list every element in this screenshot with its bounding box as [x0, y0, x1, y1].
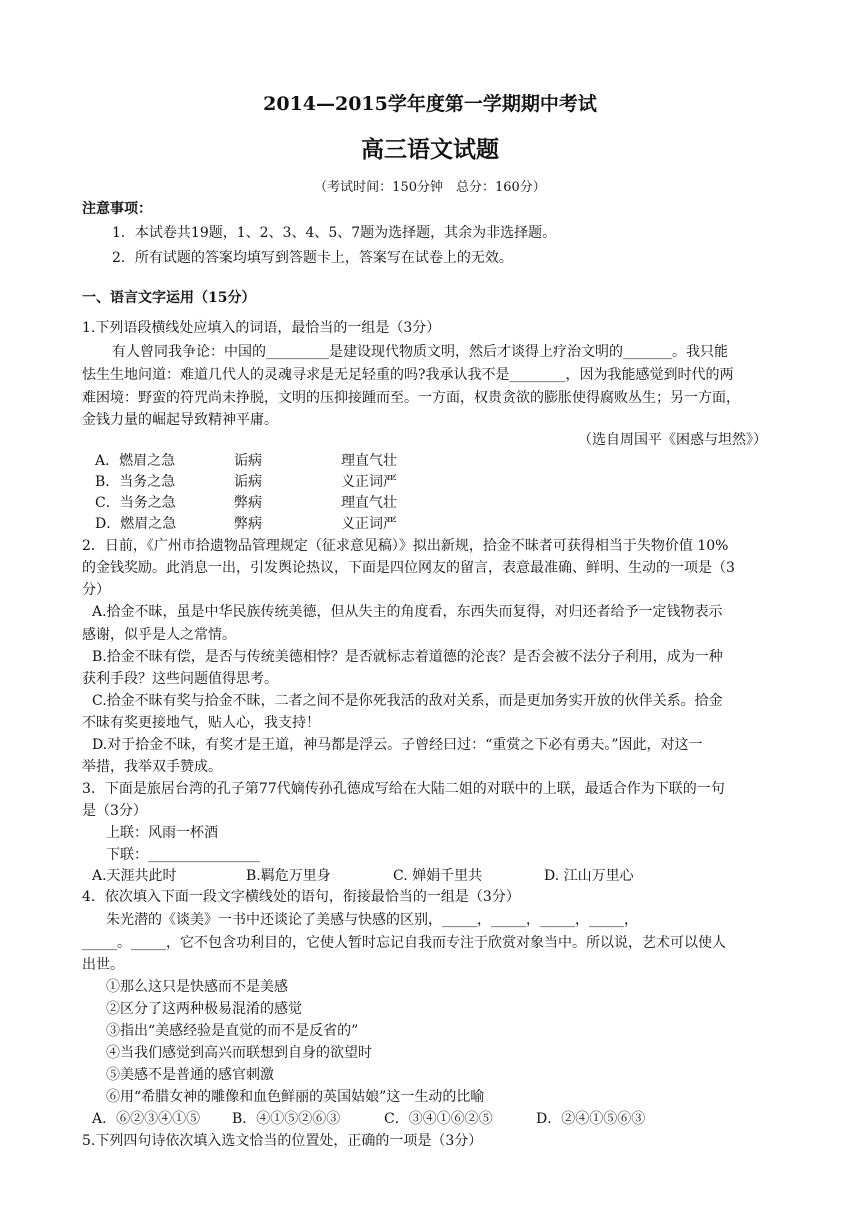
statement-item: ③指出“美感经验是直觉的而不是反省的” — [106, 1023, 359, 1039]
option-b-word2: 诟病 — [234, 474, 262, 490]
statement-item: ②区分了这两种极易混淆的感觉 — [106, 1001, 302, 1017]
option-d: D．燃眉之急 — [95, 516, 177, 532]
passage-line: 金钱力量的崛起导致精神平庸。 — [82, 412, 278, 428]
option-d-word2: 弊病 — [234, 516, 262, 532]
question-stem: 2．日前，《广州市拾遗物品管理规定（征求意见稿）》拟出新规，拾金不昧者可获得相当于失物价值 10% — [82, 538, 729, 554]
question-stem: 分） — [82, 582, 110, 598]
passage-source: （选自周国平《困惑与坦然》） — [578, 432, 767, 448]
statement-item: ⑤美感不是普通的感官刺激 — [106, 1067, 274, 1083]
passage-line: 怯生生地问道：难道几代人的灵魂寻求是无足轻重的吗?我承认我不是________，因为我能感觉到时代的两 — [82, 367, 734, 383]
passage-line: 朱光潜的《谈美》一书中还谈论了美感与快感的区别，_____，_____，_____，_____， — [106, 912, 638, 928]
exam-title: 2014—2015学年度第一学期期中考试 — [263, 93, 597, 115]
option-c-cont: 不昧有奖更接地气，贴人心，我支持！ — [82, 715, 320, 731]
option-b: B.羁危万里身 — [246, 868, 331, 884]
option-c: C.拾金不昧有奖与拾金不昧，二者之间不是你死我活的敌对关系，而是更加务实开放的伙伴关系。拾金 — [92, 693, 723, 709]
notice-item: 1．本试卷共19题，1、2、3、4、5、7题为选择题，其余为非选择题。 — [112, 225, 557, 241]
couplet-lower: 下联：________________ — [106, 847, 260, 863]
statement-item: ①那么这只是快感而不是美感 — [106, 979, 288, 995]
option-c-word3: 理直气壮 — [341, 495, 397, 511]
option-c: C. 婵娟千里共 — [393, 868, 483, 884]
subject-title: 高三语文试题 — [361, 137, 499, 163]
section-heading: 一、语言文字运用（15分） — [82, 290, 256, 306]
question-stem: 是（3分） — [82, 803, 147, 819]
question-stem: 3．下面是旅居台湾的孔子第77代嫡传孙孔德成写给在大陆二姐的对联中的上联，最适合作为下联的一句 — [82, 781, 725, 797]
option-b: B．当务之急 — [95, 474, 176, 490]
option-a: A．⑥②③④①⑤ — [92, 1111, 201, 1127]
option-a-word2: 诟病 — [234, 453, 262, 469]
exam-info: （考试时间：150分钟 总分：160分） — [314, 180, 546, 195]
option-b: B.拾金不昧有偿，是否与传统美德相悖？是否就标志着道德的沦丧？是否会被不法分子利用，成为一种 — [92, 649, 723, 665]
option-d: D. 江山万里心 — [544, 868, 634, 884]
option-a-word3: 理直气壮 — [341, 453, 397, 469]
passage-line: 出世。 — [82, 957, 124, 973]
option-a-cont: 感谢，似乎是人之常情。 — [82, 627, 236, 643]
option-b: B．④①⑤②⑥③ — [232, 1111, 341, 1127]
question-stem: 1.下列语段横线处应填入的词语，最恰当的一组是（3分） — [82, 320, 441, 336]
option-d-cont: 举措，我举双手赞成。 — [82, 759, 222, 775]
option-a: A.天涯共此时 — [92, 868, 177, 884]
passage-line: _____。_____，它不包含功利目的，它使人暂时忘记自我而专注于欣赏对象当中。所以说，艺术可以使人 — [82, 935, 726, 951]
passage-line: 有人曾同我争论：中国的_________是建设现代物质文明，然后才谈得上疗治文明的_______。我只能 — [112, 344, 728, 360]
option-c-word2: 弊病 — [234, 495, 262, 511]
question-stem: 的金钱奖励。此消息一出，引发舆论热议，下面是四位网友的留言，表意最准确、鲜明、生动的一项是（3 — [82, 560, 735, 576]
couplet-upper: 上联：风雨一杯酒 — [106, 825, 218, 841]
option-b-cont: 获利手段？这些问题值得思考。 — [82, 671, 278, 687]
passage-line: 难困境：野蛮的符咒尚未挣脱，文明的压抑接踵而至。一方面，权贵贪欲的膨胀使得腐败丛生；另一方面， — [82, 390, 740, 406]
statement-item: ⑥用“希腊女神的雕像和血色鲜丽的英国姑娘”这一生动的比喻 — [106, 1089, 485, 1105]
notice-heading: 注意事项： — [82, 201, 152, 217]
option-b-word3: 义正词严 — [341, 474, 397, 490]
option-d-word3: 义正词严 — [341, 516, 397, 532]
notice-item: 2．所有试题的答案均填写到答题卡上，答案写在试卷上的无效。 — [112, 250, 513, 266]
option-a: A．燃眉之急 — [95, 453, 176, 469]
statement-item: ④当我们感觉到高兴而联想到自身的欲望时 — [106, 1045, 372, 1061]
question-stem: 5.下列四句诗依次填入选文恰当的位置处，正确的一项是（3分） — [82, 1133, 483, 1149]
option-d: D.对于拾金不昧，有奖才是王道，神马都是浮云。子曾经曰过：“重赏之下必有勇夫。”因此，对这一 — [92, 737, 703, 753]
option-c: C．当务之急 — [95, 495, 176, 511]
option-d: D．②④①⑤⑥③ — [536, 1111, 646, 1127]
question-stem: 4．依次填入下面一段文字横线处的语句，衔接最恰当的一组是（3分） — [82, 889, 520, 905]
option-c: C．③④①⑥②⑤ — [384, 1111, 493, 1127]
option-a: A.拾金不昧，虽是中华民族传统美德，但从失主的角度看，东西失而复得，对归还者给予一定钱物表示 — [92, 604, 723, 620]
